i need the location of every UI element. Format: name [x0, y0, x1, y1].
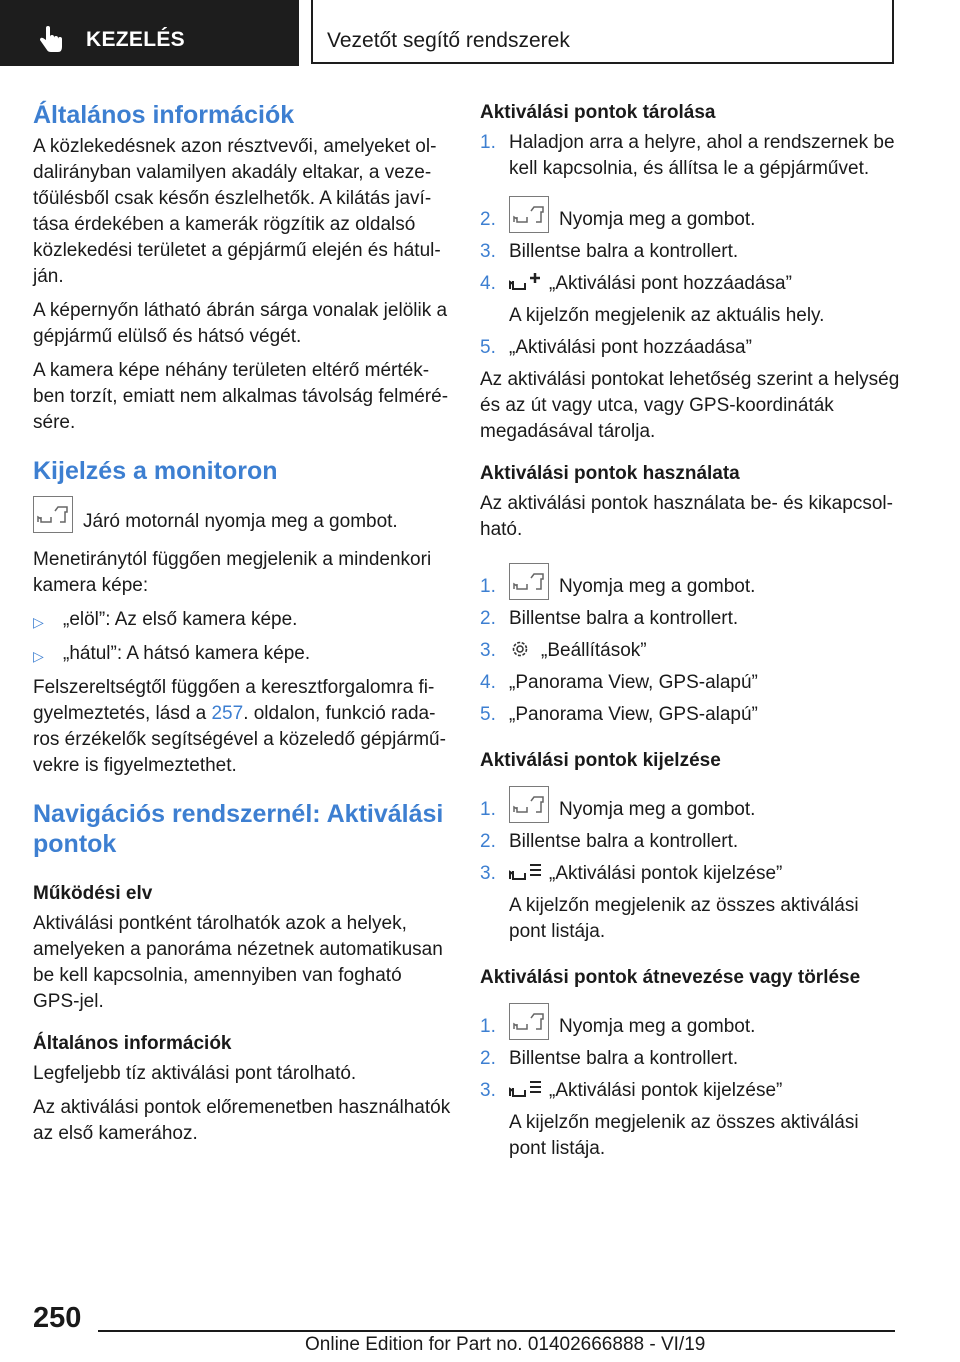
step-item: 2. Nyomja meg a gombot.: [480, 196, 900, 233]
page-header: [0, 0, 960, 66]
camera-button-icon: [509, 563, 549, 600]
step-item: 3. Billentse balra a kontrollert.: [480, 241, 739, 262]
edition-text: Online Edition for Part no. 01402666888 - VI/19: [305, 1334, 706, 1355]
gear-icon: [509, 638, 531, 660]
subheading-use: Aktiválási pontok használata: [480, 463, 740, 484]
list-item: ▷ „hátul”: A hátsó kamera képe.: [33, 641, 453, 669]
press-instruction: Járó motornál nyomja meg a gombot.: [83, 511, 398, 532]
camera-button-icon: [509, 1003, 549, 1040]
subheading-rename: Aktiválási pontok átnevezése vagy törlése: [480, 967, 861, 988]
step-item: 2. Billentse balra a kontrollert.: [480, 1048, 739, 1069]
subheading-store: Aktiválási pontok tárolása: [480, 102, 716, 123]
step-item: 3. „Beállítások”: [480, 640, 647, 661]
camera-button-icon: [509, 786, 549, 823]
page-link[interactable]: 257: [211, 703, 244, 724]
left-column: [33, 100, 453, 1155]
hand-pointer-icon: [38, 26, 64, 54]
heading-navigation: Navigációs rendszernél: Aktiválási pontok: [33, 800, 444, 858]
step-item: 1. Haladjon arra a helyre, ahol a rendszernek be kell kapcsolnia, és állítsa le a gépjárművet.: [480, 132, 895, 179]
heading-general: Általános információk: [33, 101, 295, 129]
footer-divider: [98, 1330, 895, 1332]
paragraph: Aktiválási pontként tárolhatók azok a helyek, amelyeken a panoráma nézetnek automatikusan be kell kapcsolnia, amennyiben van fogható GPS-jel.: [33, 913, 443, 1012]
step-item: 3. „Aktiválási pontok kijelzése” A kijelzőn megjelenik az összes aktiválási pont listája.: [480, 863, 859, 942]
paragraph: Legfeljebb tíz aktiválási pont tárolható.: [33, 1063, 357, 1084]
step-item: 4. „Panorama View, GPS-alapú”: [480, 672, 758, 693]
right-column: [480, 100, 900, 1168]
list-points-icon: [509, 1078, 543, 1100]
paragraph: Az aktiválási pontok használata be- és kikapcsolható.: [480, 493, 893, 540]
triangle-bullet-icon: ▷: [33, 614, 44, 630]
camera-button-icon: [33, 496, 73, 533]
page-number: 250: [33, 1302, 82, 1334]
paragraph: A képernyőn látható ábrán sárga vonalak jelölik a gépjármű elülső és hátsó végét.: [33, 300, 448, 347]
subheading-show: Aktiválási pontok kijelzése: [480, 750, 721, 771]
paragraph: A közlekedésnek azon résztvevői, amelyeket oldalirányban valamilyen akadály eltakar, a vezetőülésből csak későn észlelhetők. A kilátás javítása érdekében a kamerák rögzítik az oldalsó közlekedési területet a gépjármű elején és hátulján.: [33, 136, 441, 287]
step-item: 5. „Panorama View, GPS-alapú”: [480, 704, 758, 725]
press-button-row: [33, 496, 453, 533]
triangle-bullet-icon: ▷: [33, 648, 44, 664]
paragraph: A kamera képe néhány területen eltérő mértékben torzít, emiatt nem alkalmas távolság felmérésére.: [33, 360, 449, 433]
section-title: KEZELÉS: [86, 28, 185, 51]
chapter-tab: [311, 0, 894, 64]
page-footer: [0, 1290, 960, 1362]
camera-button-icon: [509, 196, 549, 233]
step-item: 1. Nyomja meg a gombot.: [480, 563, 900, 600]
subheading-general: Általános információk: [33, 1033, 232, 1054]
list-item: ▷ „elöl”: Az első kamera képe.: [33, 607, 453, 635]
paragraph: Az aktiválási pontokat lehetőség szerint a helység és az út vagy utca, vagy GPS-koordináták megadásával tárolja.: [480, 369, 900, 442]
list-points-icon: [509, 861, 543, 883]
step-item: 1. Nyomja meg a gombot.: [480, 786, 900, 823]
subheading-principle: Működési elv: [33, 883, 153, 904]
heading-display: Kijelzés a monitoron: [33, 457, 278, 485]
step-item: 5. „Aktiválási pont hozzáadása”: [480, 337, 752, 358]
section-tab: [0, 0, 299, 66]
paragraph: Menetiránytól függően megjelenik a mindenkori kamera képe:: [33, 549, 432, 596]
step-item: 1. Nyomja meg a gombot.: [480, 1003, 900, 1040]
step-item: 4. „Aktiválási pont hozzáadása” A kijelzőn megjelenik az aktuális hely.: [480, 273, 825, 326]
step-item: 2. Billentse balra a kontrollert.: [480, 831, 739, 852]
step-item: 3. „Aktiválási pontok kijelzése” A kijelzőn megjelenik az összes aktiválási pont listája.: [480, 1080, 859, 1159]
paragraph: Az aktiválási pontok előremenetben használhatók az első kamerához.: [33, 1097, 451, 1144]
paragraph-crosstraffic: Felszereltségtől függően a keresztforgalomra figyelmeztetés, lásd a 257. oldalon, funkció radaros érzékelők segítségével a közeledő gépjárművekre is figyelmeztethet.: [33, 677, 446, 776]
add-point-icon: [509, 271, 543, 293]
chapter-title: Vezetőt segítő rendszerek: [327, 29, 570, 52]
step-item: 2. Billentse balra a kontrollert.: [480, 608, 739, 629]
